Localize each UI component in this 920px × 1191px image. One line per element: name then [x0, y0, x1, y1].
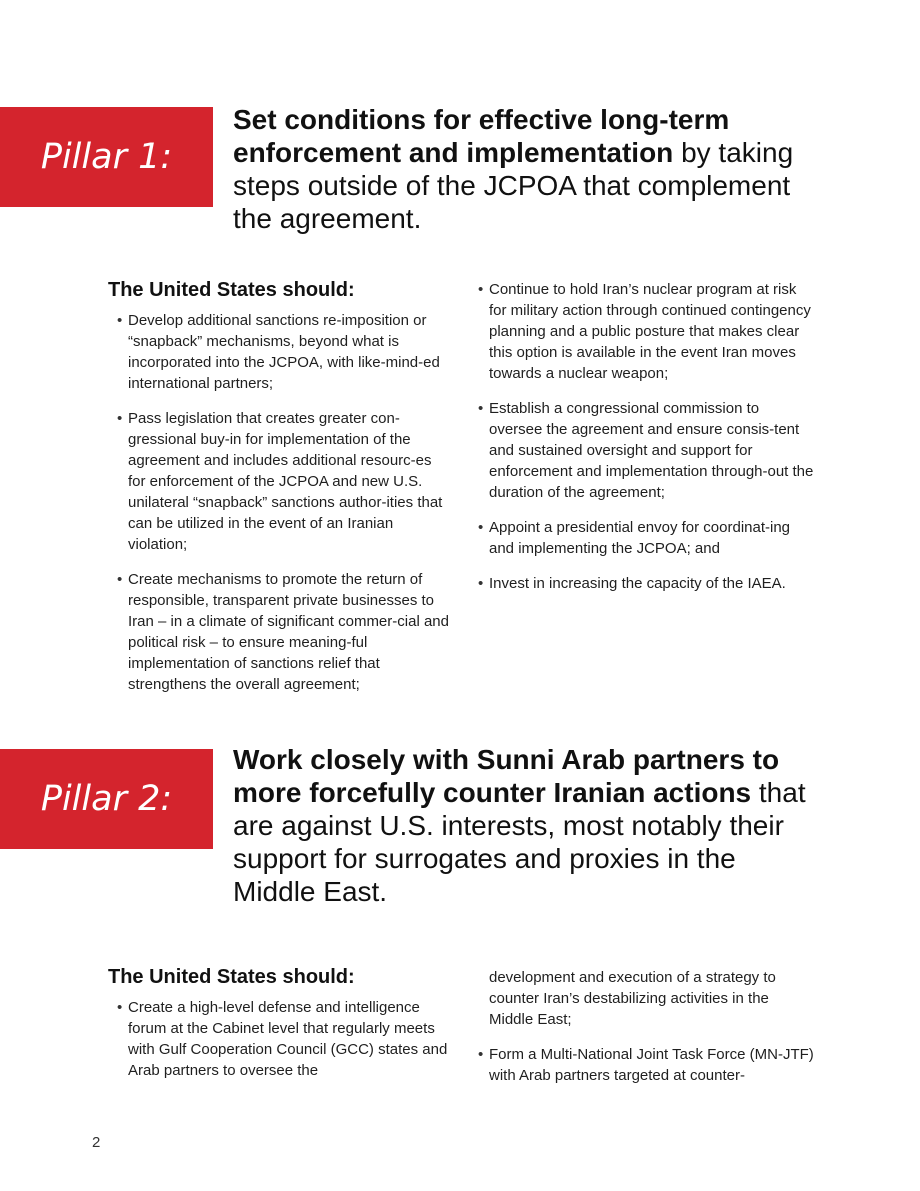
pillar-2-tag [0, 749, 213, 849]
list-item: • Appoint a presidential envoy for coordinat-ing and implementing the JCPOA; and [469, 517, 814, 559]
page-number: 2 [92, 1134, 101, 1151]
list-item: • Create a high-level defense and intelligence forum at the Cabinet level that regularly meets with Gulf Cooperation Council (GCC) states and Arab partners to oversee the [108, 997, 453, 1081]
pillar-1-left-list [108, 310, 453, 695]
pillar-2-heading-rest: that are against U.S. interests, most notably their support for surrogates and proxies in the Middle East. [233, 777, 806, 907]
pillar-1-right-column [469, 279, 814, 608]
pillar-2-right-column [469, 967, 814, 1100]
pillar-1-tag [0, 107, 213, 207]
list-item: • Form a Multi-National Joint Task Force (MN-JTF) with Arab partners targeted at counter- [469, 1044, 814, 1086]
list-item: • Pass legislation that creates greater con-gressional buy-in for implementation of the agreement and includes additional resourc-es for enforcement of the JCPOA and new U.S. unilateral “snapback” sanctions author-ities that can be utilized in the event of an Iranian violation; [108, 408, 453, 555]
pillar-1-label: Pillar 1: [40, 137, 173, 177]
pillar-2-heading-bold: Work closely with Sunni Arab partners to more forcefully counter Iranian actions [233, 744, 780, 808]
pillar-2-right-list [469, 1044, 814, 1086]
pillar-1-heading [233, 103, 823, 235]
pillar-1-left-column [108, 278, 453, 709]
list-item: • Create mechanisms to promote the return of responsible, transparent private businesses to Iran – in a climate of significant commer-cial and political risk – to ensure meaning-ful implementation of sanctions relief that strengthens the overall agreement; [108, 569, 453, 695]
list-item-continuation: development and execution of a strategy to counter Iran’s destabilizing activities in the Middle East; [489, 969, 776, 1028]
pillar-2-left-column [108, 965, 453, 1095]
list-item: • Develop additional sanctions re-imposition or “snapback” mechanisms, beyond what is incorporated into the JCPOA, with like-mind-ed international partners; [108, 310, 453, 394]
list-item: • Continue to hold Iran’s nuclear program at risk for military action through continued contingency planning and a public posture that makes clear this option is available in the event Iran moves towards a nuclear weapon; [469, 279, 814, 384]
pillar-2-heading [233, 743, 813, 908]
pillar-1-heading-rest: by taking steps outside of the JCPOA that complement the agreement. [233, 137, 794, 234]
pillar-1-should-heading: The United States should: [108, 279, 355, 301]
list-item: • Invest in increasing the capacity of the IAEA. [469, 573, 814, 594]
pillar-2-label: Pillar 2: [40, 779, 173, 819]
pillar-1-heading-bold: Set conditions for effective long-term enforcement and implementation [233, 104, 730, 168]
pillar-2-should-heading: The United States should: [108, 966, 355, 988]
pillar-1-right-list [469, 279, 814, 594]
list-item: • Establish a congressional commission to oversee the agreement and ensure consis-tent and sustained oversight and support for enforcement and implementation through-out the duration of the agreement; [469, 398, 814, 503]
pillar-2-left-list [108, 997, 453, 1081]
